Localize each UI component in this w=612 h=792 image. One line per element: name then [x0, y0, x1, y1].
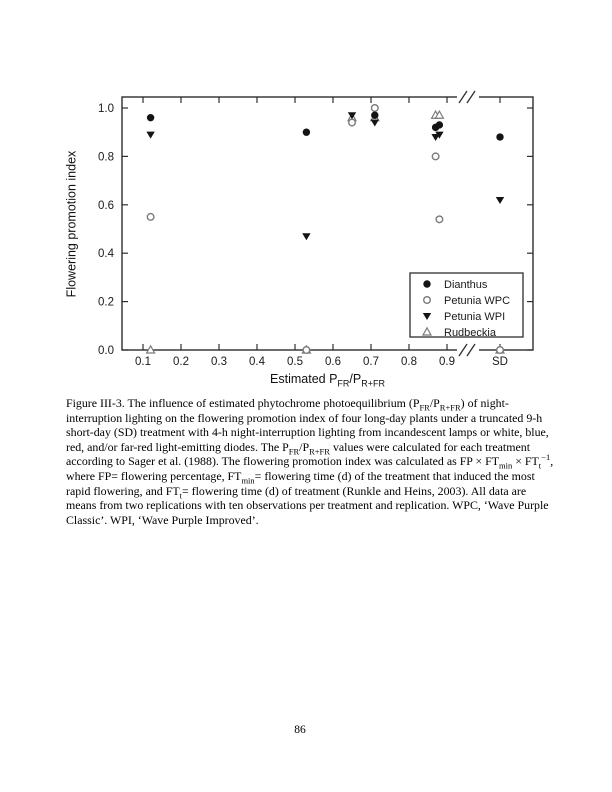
- x-tick-label: 0.9: [439, 356, 455, 368]
- x-tick-label: 0.8: [401, 356, 417, 368]
- marker-open-circle: [432, 153, 439, 160]
- y-tick-label: 0.8: [98, 151, 114, 164]
- marker-filled-circle: [496, 133, 503, 140]
- marker-filled-triangle: [371, 120, 379, 127]
- marker-filled-triangle: [496, 197, 504, 204]
- x-tick-label: 0.6: [325, 356, 341, 368]
- marker-open-circle: [303, 347, 310, 354]
- marker-open-circle: [372, 105, 379, 112]
- x-tick-label: 0.2: [173, 356, 189, 368]
- marker-filled-circle: [371, 112, 378, 119]
- y-tick-label: 1.0: [98, 103, 114, 115]
- y-tick-label: 0.4: [98, 248, 114, 261]
- marker-filled-triangle: [146, 132, 154, 139]
- marker-filled-circle: [147, 114, 154, 121]
- x-tick-label: 0.5: [287, 356, 303, 368]
- marker-open-circle: [349, 119, 356, 126]
- legend-label: Dianthus: [444, 279, 488, 291]
- y-tick-label: 0.6: [98, 199, 114, 212]
- marker-open-circle: [147, 214, 154, 221]
- x-tick-label: 0.7: [363, 356, 379, 368]
- y-tick-label: 0.0: [98, 345, 114, 357]
- x-tick-label: 0.4: [249, 356, 265, 368]
- legend: [410, 273, 523, 339]
- marker-open-circle: [424, 297, 431, 304]
- series-dianthus: [147, 112, 504, 141]
- x-tick-label: 0.3: [211, 356, 227, 368]
- marker-filled-triangle: [302, 233, 310, 240]
- marker-filled-circle: [436, 121, 443, 128]
- legend-label: Petunia WPC: [444, 295, 511, 307]
- marker-open-circle: [497, 347, 504, 354]
- x-tick-label-sd: SD: [492, 356, 508, 368]
- y-tick-label: 0.2: [98, 296, 114, 309]
- marker-filled-circle: [303, 129, 310, 136]
- axis-break-gap: [457, 348, 479, 353]
- y-axis-label: Flowering promotion index: [64, 150, 79, 298]
- axis-break-gap: [457, 95, 479, 100]
- x-tick-label: 0.1: [135, 356, 151, 368]
- legend-label: Rudbeckia: [444, 327, 496, 339]
- x-axis-label: Estimated $P_{FR}/P_{R+FR}$: [270, 372, 385, 389]
- series-petunia-wpi: [146, 112, 504, 240]
- legend-label: Petunia WPI: [444, 311, 506, 323]
- marker-open-circle: [436, 216, 443, 223]
- page-number: 86: [294, 724, 306, 736]
- figure-caption: Figure III-3. The influence of estimated phytochrome photoequilibrium $(P_{FR}/P_{R+FR})$ of night-interruption lighting on the flowering promotion index of four long-day plants under a truncated 9-h short-day (SD) treatment with 4-h night-interruption lighting from incandescent lamps or white, blue, red, and/or far-red light-emitting diodes. The $P_{FR}/P_{R+FR}$ values were calculated for each treatment according to Sager et al. (1988). The flowering promotion index was calculated as FP × $FT_{min} \times FT_t^{-1}$, where FP= flowering percentage, $FT_{min}=$ flowering time (d) of the treatment that induced the most rapid flowering, and $FT_t=$ flowering time (d) of treatment (Runkle and Heins, 2003). All data are means from two replications with ten observations per treatment and replication. WPC, ‘Wave Purple Classic’. WPI, ‘Wave Purple Improved’.: [66, 396, 554, 527]
- marker-filled-circle: [423, 280, 430, 287]
